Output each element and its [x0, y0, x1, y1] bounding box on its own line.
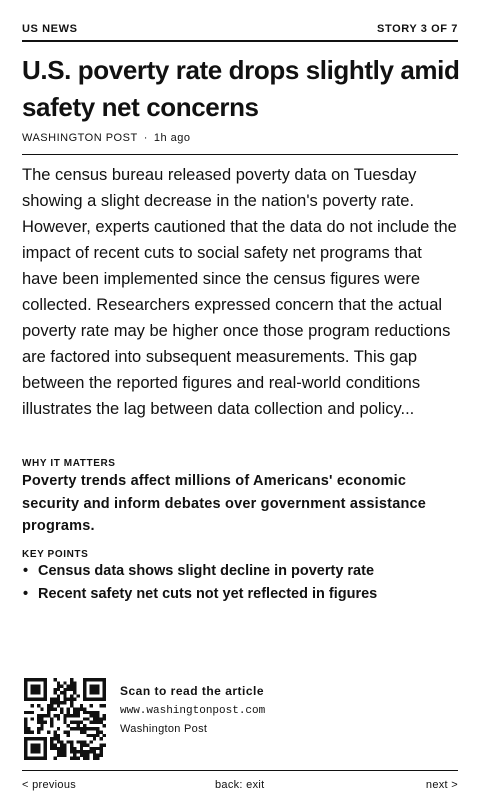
- next-button[interactable]: next >: [425, 779, 458, 791]
- publish-time: 1h ago: [153, 132, 191, 144]
- previous-button[interactable]: < previous: [22, 779, 77, 791]
- bullet-icon: •: [23, 563, 29, 579]
- list-item: [22, 583, 460, 606]
- why-it-matters-text: Poverty trends affect millions of Americans' economic security and inform debates over government assistance programs.: [22, 473, 427, 534]
- bullet-icon: •: [23, 586, 29, 602]
- top-bar: [22, 20, 458, 42]
- footer-nav: [22, 770, 458, 795]
- list-item: [22, 560, 460, 583]
- byline-separator: ·: [143, 132, 148, 144]
- key-points-label: KEY POINTS: [22, 549, 89, 560]
- scan-prompt: Scan to read the article: [120, 684, 265, 698]
- exit-button[interactable]: back: exit: [215, 779, 265, 791]
- byline: [22, 132, 458, 155]
- headline: U.S. poverty rate drops slightly amid safety net concerns: [22, 55, 460, 122]
- story-counter: STORY 3 OF 7: [377, 23, 458, 35]
- source-name: WASHINGTON POST: [22, 132, 138, 144]
- key-points-list: [22, 560, 460, 606]
- article-body: The census bureau released poverty data on Tuesday showing a slight decrease in the nation's poverty rate. However, experts cautioned that the data do not include the impact of recent cuts to social safety net programs that have been implemented since the census figures were collected. Researchers expressed concern that the actual poverty rate may be higher once those program reductions are factored into subsequent measurements. This gap between the reported figures and real-world conditions illustrates the lag between data collection and policy...: [22, 166, 457, 418]
- article-url: www.washingtonpost.com: [120, 705, 266, 717]
- qr-info: [120, 683, 265, 737]
- section-label: US NEWS: [22, 23, 78, 35]
- key-point-text: Census data shows slight decline in poverty rate: [38, 563, 375, 579]
- qr-source: Washington Post: [120, 723, 208, 735]
- key-point-text: Recent safety net cuts not yet reflected in figures: [38, 586, 378, 602]
- why-it-matters-label: WHY IT MATTERS: [22, 458, 116, 469]
- qr-code-icon[interactable]: [24, 678, 106, 760]
